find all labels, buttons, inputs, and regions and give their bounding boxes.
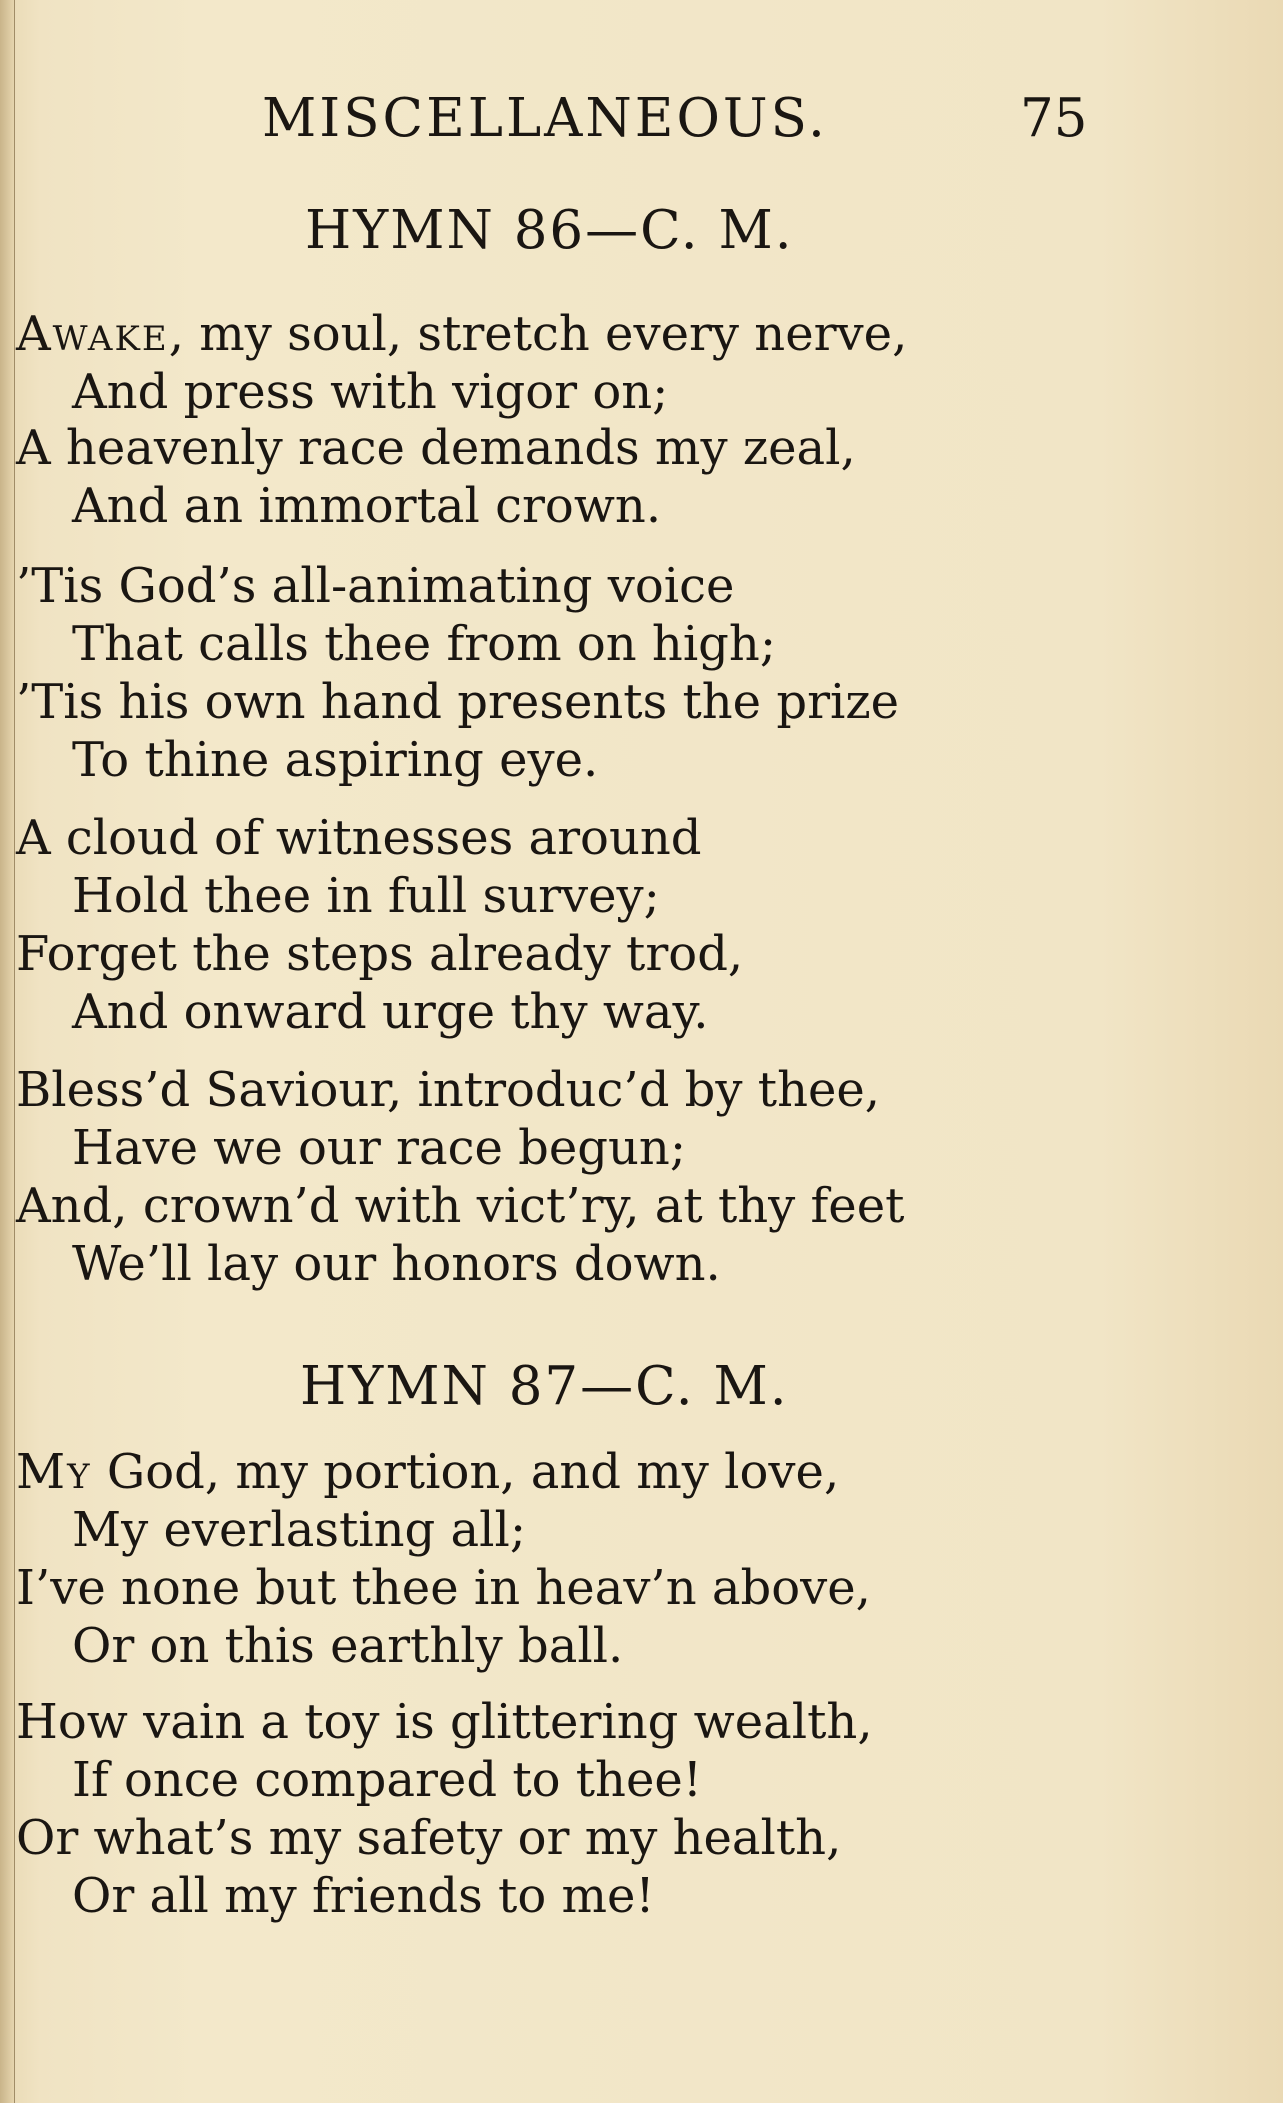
verse-line: ’Tis his own hand presents the prize (16, 674, 900, 730)
verse-line: ’Tis God’s all-animating voice (16, 558, 735, 614)
verse-line: My everlasting all; (72, 1502, 527, 1558)
verse-initial-word: Awake (16, 306, 169, 362)
verse-line: A cloud of witnesses around (16, 810, 702, 866)
verse-line: Forget the steps already trod, (16, 926, 744, 982)
page-spine-edge (0, 0, 15, 2103)
verse-line: Have we our race begun; (72, 1120, 686, 1176)
verse-line: We’ll lay our honors down. (72, 1236, 721, 1292)
verse-line-rest: , my soul, stretch every nerve, (168, 306, 908, 362)
verse-line: And press with vigor on; (72, 364, 669, 420)
hymn-title: HYMN 86—C. M. (305, 200, 794, 261)
verse-line-rest: God, my portion, and my love, (91, 1444, 840, 1500)
verse-line: That calls thee from on high; (72, 616, 776, 672)
verse-line: Or all my friends to me! (72, 1868, 655, 1924)
verse-line: Or on this earthly ball. (72, 1618, 624, 1674)
hymn-title: HYMN 87—C. M. (300, 1356, 789, 1417)
verse-line: And, crown’d with vict’ry, at thy feet (16, 1178, 905, 1234)
running-head: MISCELLANEOUS. (262, 88, 828, 149)
verse-line (16, 306, 908, 362)
page-number: 75 (1020, 88, 1088, 149)
verse-line: I’ve none but thee in heav’n above, (16, 1560, 871, 1616)
verse-line: How vain a toy is glittering wealth, (16, 1694, 873, 1750)
verse-line: Hold thee in full survey; (72, 868, 660, 924)
verse-line: And onward urge thy way. (72, 984, 709, 1040)
verse-line: To thine aspiring eye. (72, 732, 599, 788)
verse-line (16, 1444, 840, 1500)
verse-initial-word: My (16, 1444, 92, 1500)
verse-line: Bless’d Saviour, introduc’d by thee, (16, 1062, 881, 1118)
verse-line: If once compared to thee! (72, 1752, 703, 1808)
page-header (0, 88, 1283, 158)
verse-line: A heavenly race demands my zeal, (16, 420, 856, 476)
verse-line: Or what’s my safety or my health, (16, 1810, 842, 1866)
verse-line: And an immortal crown. (72, 478, 662, 534)
